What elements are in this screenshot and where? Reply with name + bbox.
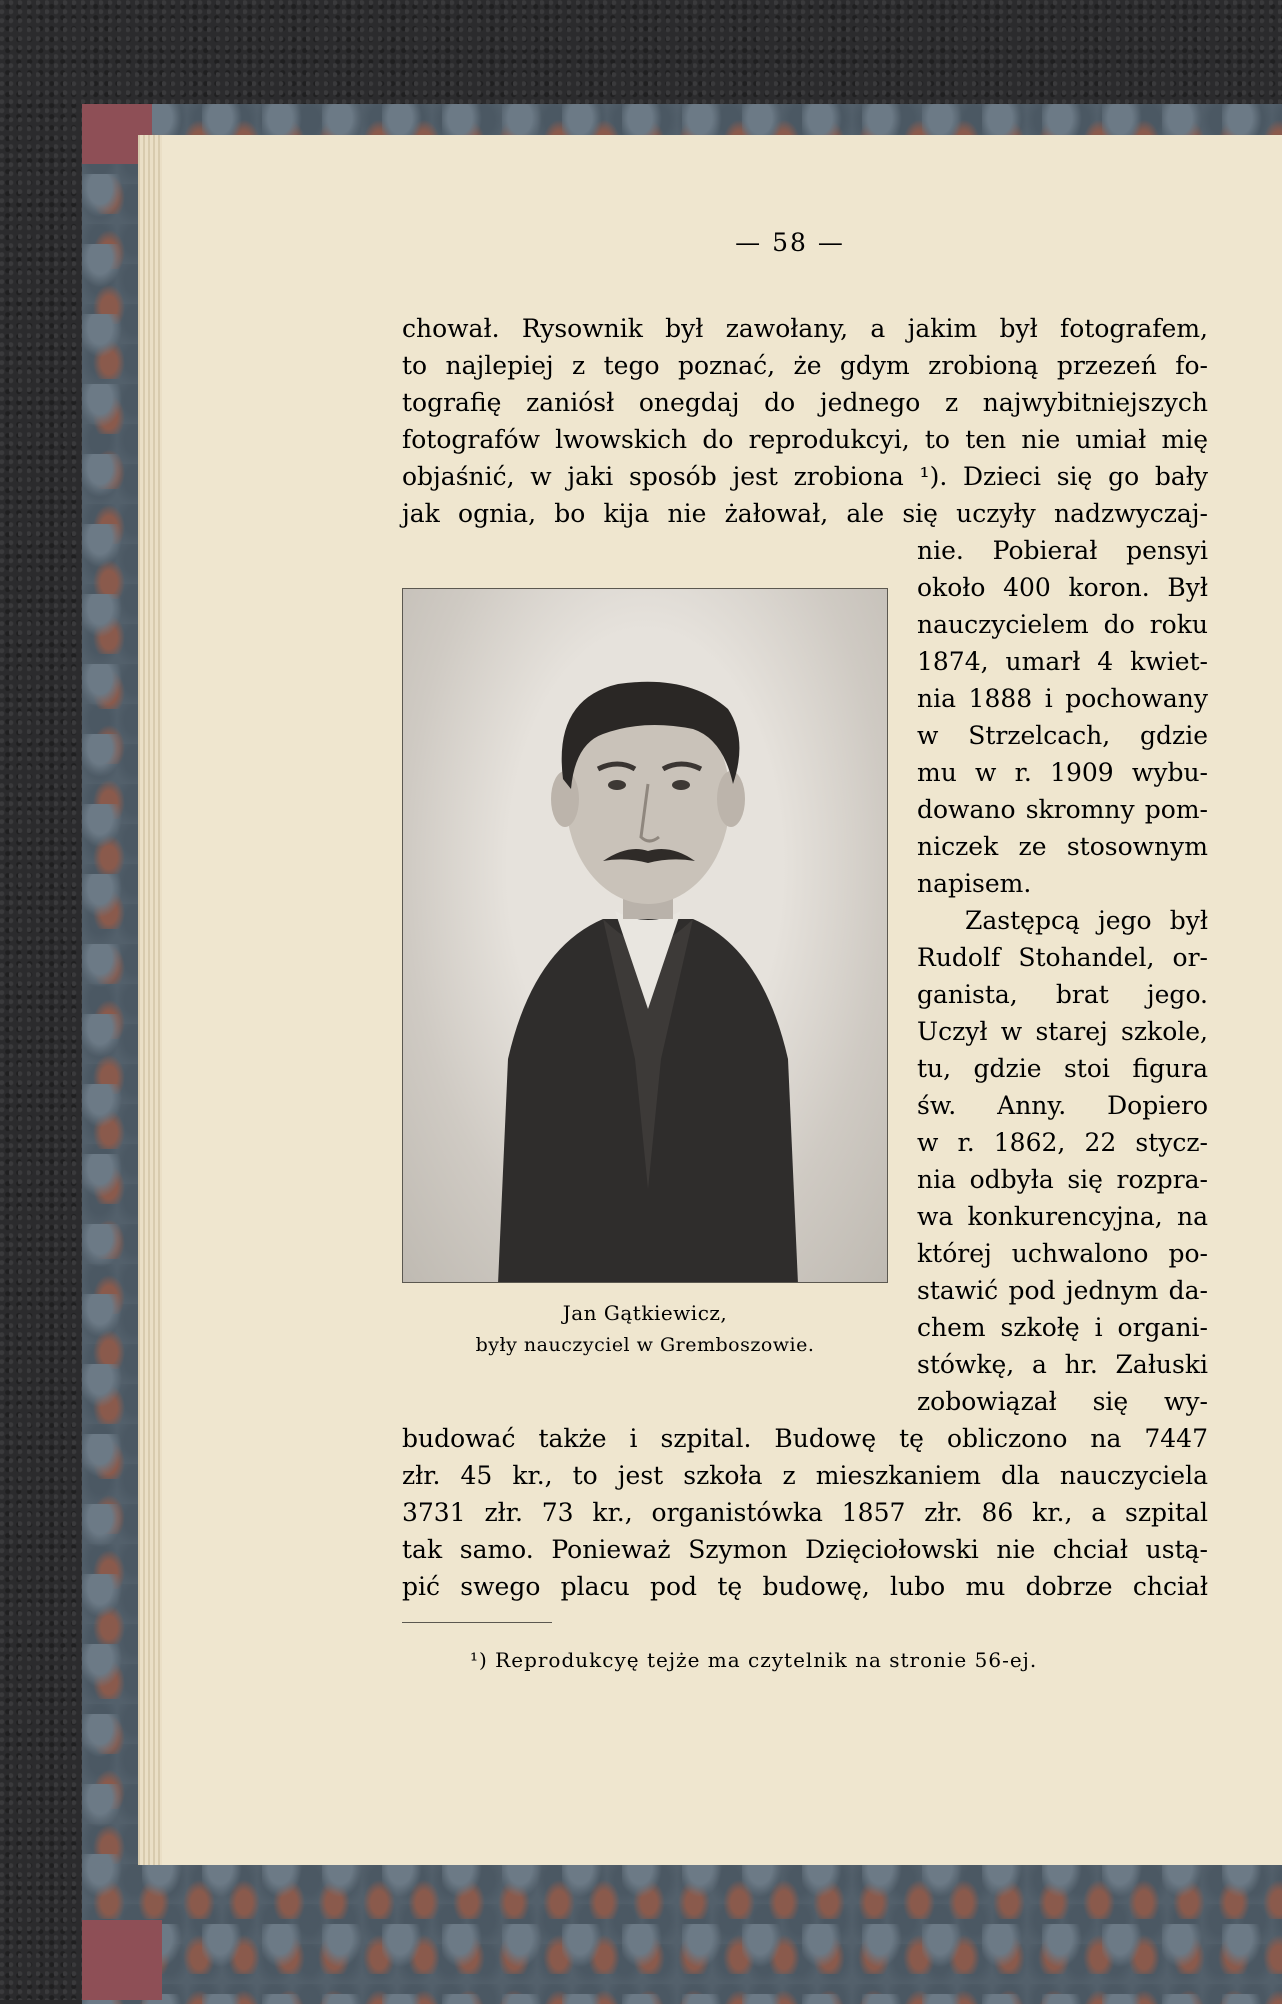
side-text-line: której uchwalono po- xyxy=(917,1239,1208,1268)
side-text-line: stawić pod jednym da- xyxy=(917,1276,1208,1305)
text-line: objaśnić, w jaki sposób jest zrobiona ¹). Dzieci się go bały xyxy=(402,462,1208,491)
side-text-line: chem szkołę i organi- xyxy=(917,1313,1208,1342)
text-line: 3731 złr. 73 kr., organistówka 1857 złr. 86 kr., a szpital xyxy=(402,1498,1208,1527)
footnote: ¹) Reprodukcyę tejże ma czytelnik na stronie 56-ej. xyxy=(470,1648,1038,1672)
side-text-line: stówkę, a hr. Załuski xyxy=(917,1350,1208,1379)
text-line: tak samo. Ponieważ Szymon Dzięciołowski nie chciał ustą- xyxy=(402,1535,1208,1564)
side-text-line: ganista, brat jego. xyxy=(917,980,1208,1009)
text-line: tografię zaniósł onegdaj do jednego z najwybitniejszych xyxy=(402,388,1208,417)
side-text-line: św. Anny. Dopiero xyxy=(917,1091,1208,1120)
text-line: pić swego placu pod tę budowę, lubo mu dobrze chciał xyxy=(402,1572,1208,1601)
portrait-image xyxy=(403,589,888,1283)
side-text-line: dowano skromny pom- xyxy=(917,795,1208,824)
caption-description: były nauczyciel w Gremboszowie. xyxy=(475,1334,815,1356)
side-text-line: około 400 koron. Był xyxy=(917,573,1208,602)
portrait-photo xyxy=(402,588,888,1283)
side-text-line: w r. 1862, 22 stycz- xyxy=(917,1128,1208,1157)
side-text-line: w Strzelcach, gdzie xyxy=(917,721,1208,750)
text-line: fotografów lwowskich do reprodukcyi, to ten nie umiał mię xyxy=(402,425,1208,454)
side-text-line: wa konkurencyjna, na xyxy=(917,1202,1208,1231)
side-text-line: niczek ze stosownym xyxy=(917,832,1208,861)
side-text-line: nia odbyła się rozpra- xyxy=(917,1165,1208,1194)
text-line: jak ognia, bo kija nie żałował, ale się uczyły nadzwyczaj- xyxy=(402,499,1208,528)
side-text-line: nauczycielem do roku xyxy=(917,610,1208,639)
side-text-line: napisem. xyxy=(917,869,1032,898)
side-text-line: tu, gdzie stoi figura xyxy=(917,1054,1208,1083)
side-text-line: Rudolf Stohandel, or- xyxy=(917,943,1208,972)
side-text-line: Zastępcą jego był xyxy=(965,906,1208,935)
side-text-line: Uczył w starej szkole, xyxy=(917,1017,1208,1046)
footnote-divider xyxy=(402,1622,552,1623)
side-text-line: nia 1888 i pochowany xyxy=(917,684,1208,713)
side-text-line: 1874, umarł 4 kwiet- xyxy=(917,647,1208,676)
text-line: chował. Rysownik był zawołany, a jakim był fotografem, xyxy=(402,314,1208,343)
text-line: budować także i szpital. Budowę tę obliczono na 7447 xyxy=(402,1424,1208,1453)
cover-corner-bottom xyxy=(82,1920,162,2000)
text-line: złr. 45 kr., to jest szkoła z mieszkaniem dla nauczyciela xyxy=(402,1461,1208,1490)
caption-name: Jan Gątkiewicz, xyxy=(562,1301,728,1325)
text-line: to najlepiej z tego poznać, że gdym zrobioną przezeń fo- xyxy=(402,351,1208,380)
side-text-line: nie. Pobierał pensyi xyxy=(917,536,1208,565)
side-text-line: mu w r. 1909 wybu- xyxy=(917,758,1208,787)
page-number: — 58 — xyxy=(735,228,845,257)
side-text-line: zobowiązał się wy- xyxy=(917,1387,1208,1416)
